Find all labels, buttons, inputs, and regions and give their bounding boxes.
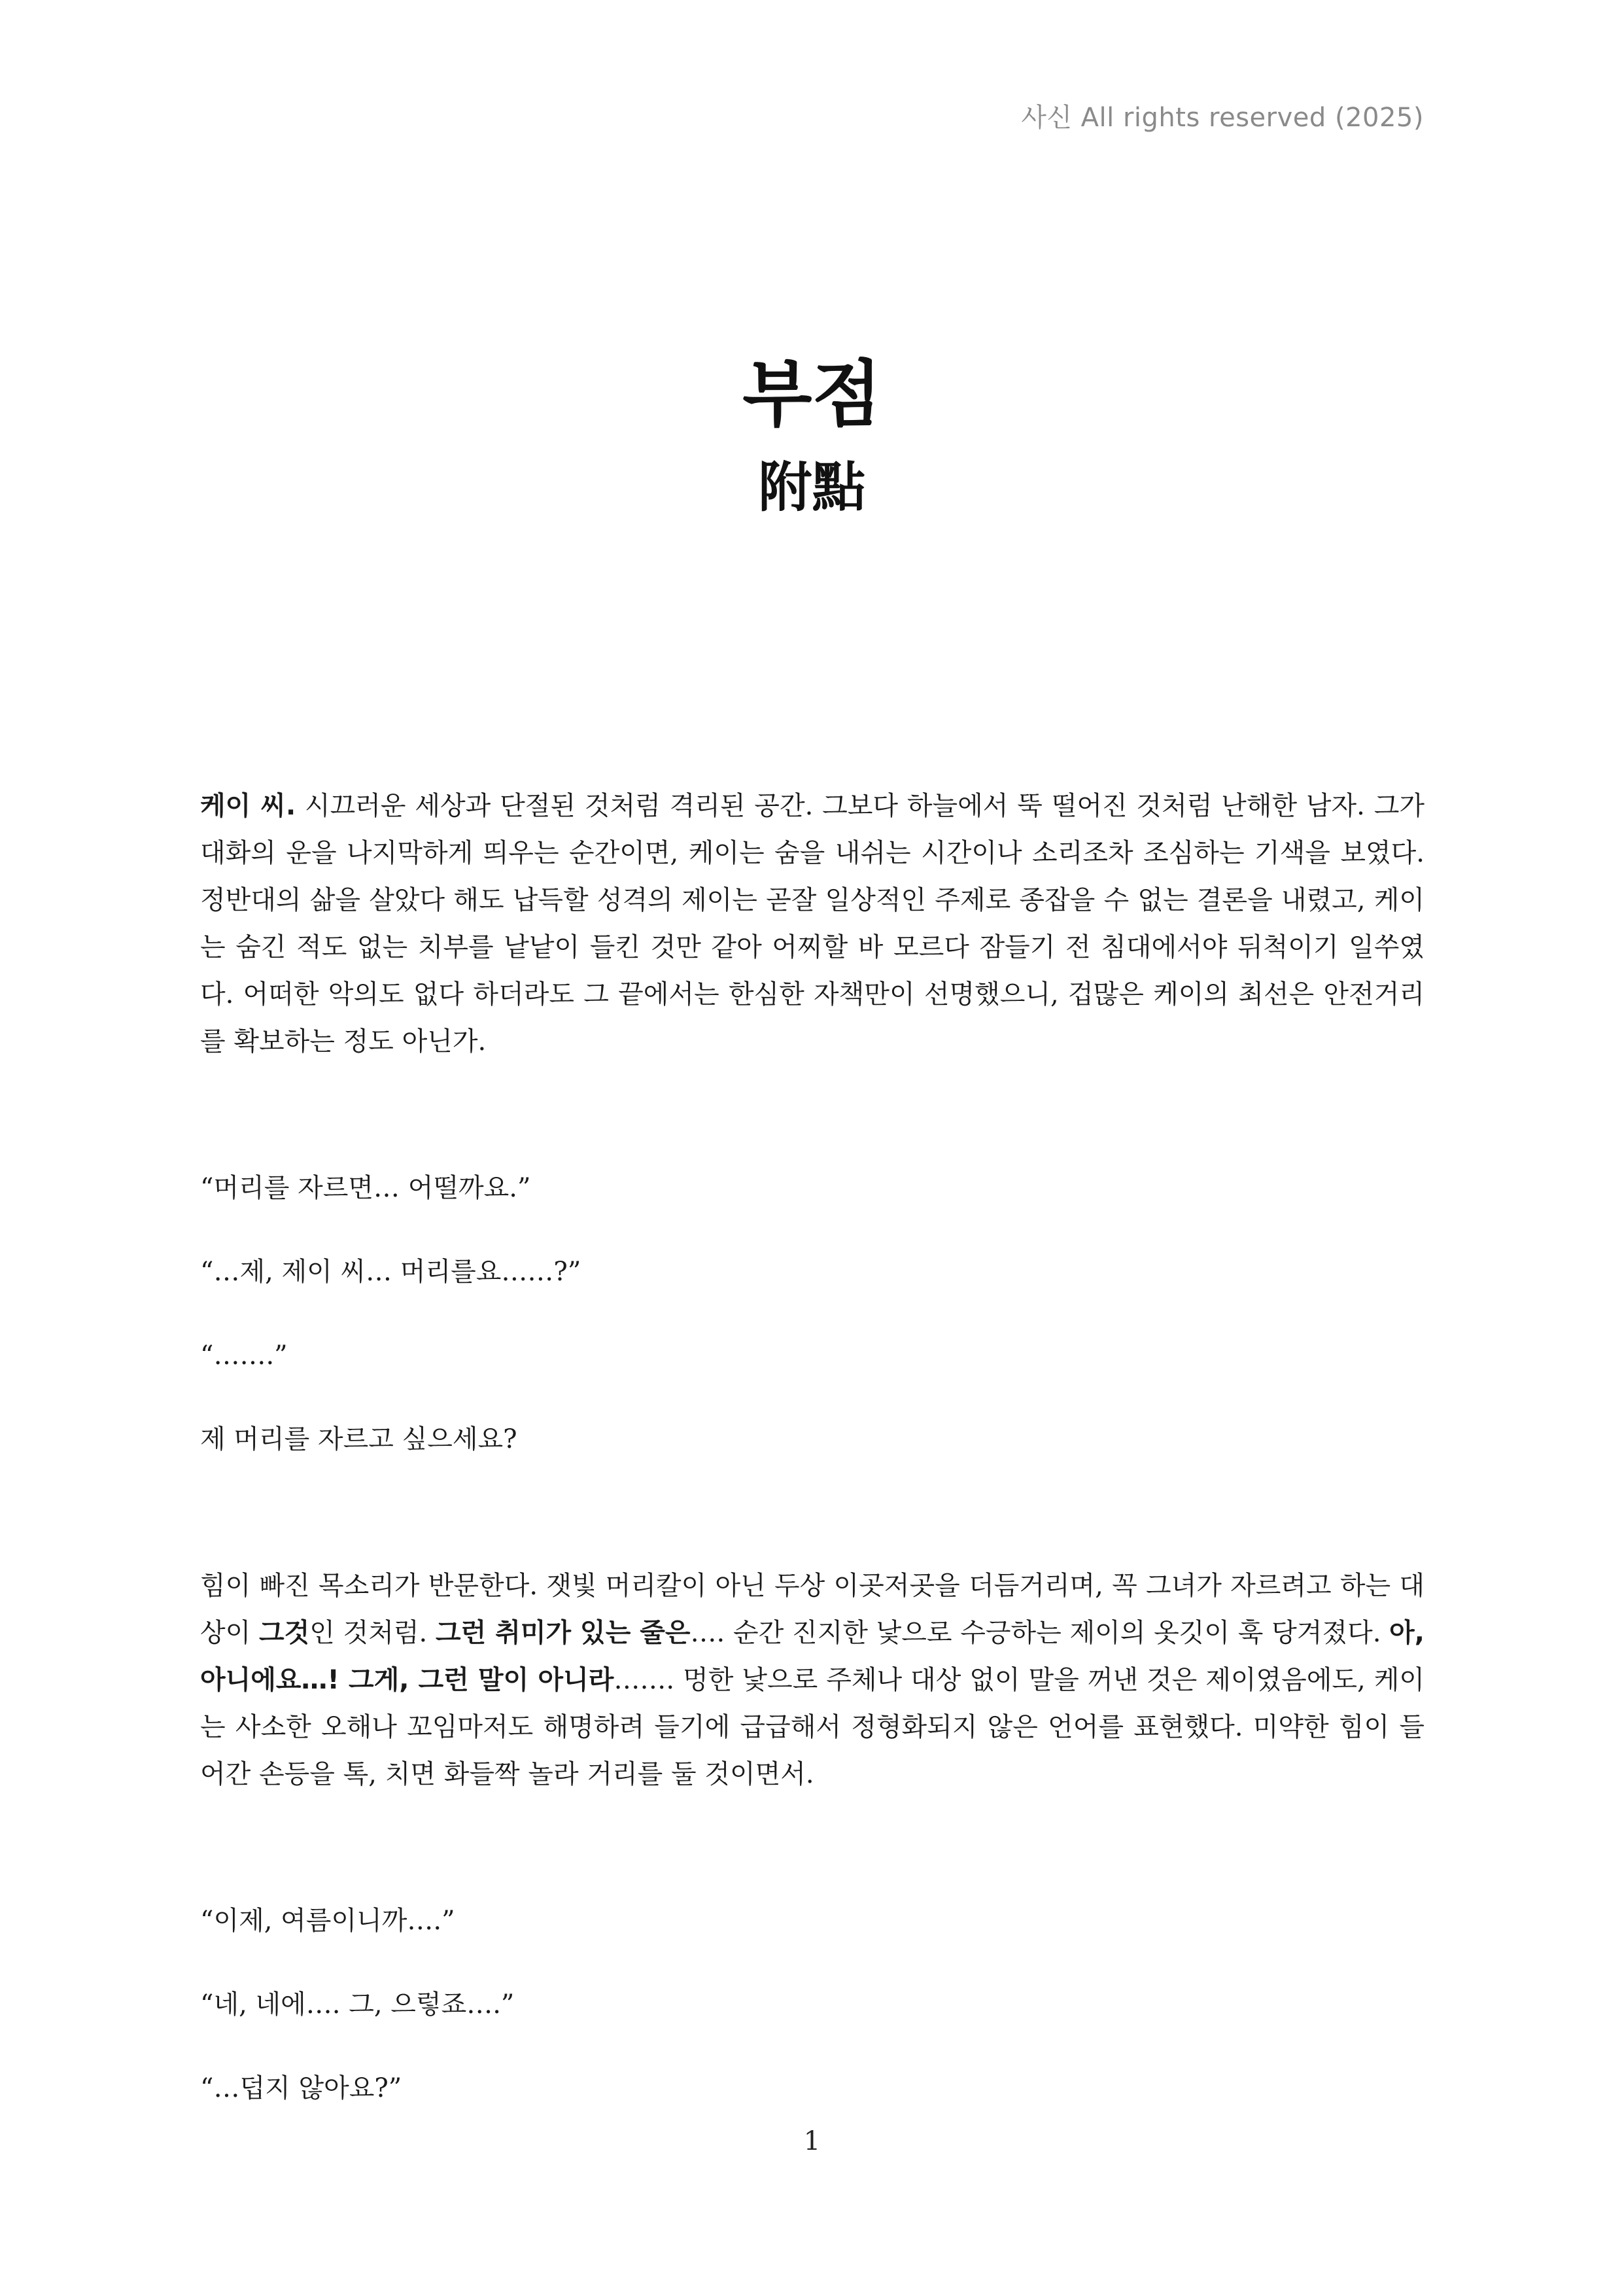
dialogue-line: “네, 네에…. 그, 으렇죠….”	[200, 1989, 515, 2020]
paragraph-text: ……. 멍한 낯으로 주체나 대상 없이 말을 꺼낸 것은 제이였음에도, 케이는 사소한 오해나 꼬임마저도 해명하려 들기에 급급해서 정형화되지 않은 언어를 표현했다. 미약한 힘이 들어간 손등을 톡, 치면 화들짝 놀라 거리를 둘 것이면서.	[200, 1665, 1425, 1789]
page-title: 부점	[742, 353, 882, 436]
paragraph-1	[200, 782, 1425, 1065]
page-subtitle-hanja: 附點	[758, 456, 866, 519]
bold-phrase: 그런 취미가 있는 줄은	[436, 1618, 691, 1648]
story-body	[200, 782, 1425, 2107]
bold-phrase: 케이 씨.	[200, 791, 296, 821]
paragraph-text: 힘이 빠진 목소리가 반문한다. 잿빛 머리칼이 아닌 두상 이곳저곳을 더듬거리며, 꼭 그녀가 자르려고 하는 대상이	[200, 1571, 1425, 1648]
dialogue-line: “…제, 제이 씨… 머리를요……?”	[200, 1257, 581, 1287]
paragraph-text: …. 순간 진지한 낯으로 수긍하는 제이의 옷깃이 훅 당겨졌다.	[690, 1618, 1390, 1648]
title-block	[0, 353, 1624, 520]
dialogue-line: “이제, 여름이니까….”	[200, 1906, 455, 1936]
paragraph-text: 인 것처럼.	[309, 1618, 436, 1648]
dialogue-line: “…….”	[200, 1340, 288, 1371]
dialogue-group-1	[200, 1170, 1425, 1458]
dialogue-group-2	[200, 1902, 1425, 2107]
paragraph-2	[200, 1562, 1425, 1798]
copyright-notice: 사신 All rights reserved (2025)	[1021, 103, 1424, 133]
section-gap	[200, 1798, 1425, 1902]
section-gap	[200, 1065, 1425, 1170]
paragraph-text: 시끄러운 세상과 단절된 것처럼 격리된 공간. 그보다 하늘에서 뚝 떨어진 것처럼 난해한 남자. 그가 대화의 운을 나지막하게 띄우는 순간이면, 케이는 숨을 내쉬는 시간이나 소리조차 조심하는 기색을 보였다. 정반대의 삶을 살았다 해도 납득할 성격의 제이는 곧잘 일상적인 주제로 종잡을 수 없는 결론을 내렸고, 케이는 숨긴 적도 없는 치부를 낱낱이 들킨 것만 같아 어찌할 바 모르다 잠들기 전 침대에서야 뒤척이기 일쑤였다. 어떠한 악의도 없다 하더라도 그 끝에서는 한심한 자책만이 선명했으니, 겁많은 케이의 최선은 안전거리를 확보하는 정도 아닌가.	[200, 791, 1425, 1057]
dialogue-line: “…덥지 않아요?”	[200, 2073, 402, 2103]
dialogue-line: 제 머리를 자르고 싶으세요?	[200, 1424, 517, 1454]
bold-phrase: 그것	[259, 1618, 310, 1648]
section-gap	[200, 1458, 1425, 1562]
dialogue-line: “머리를 자르면… 어떨까요.”	[200, 1173, 531, 1203]
page-number: 1	[803, 2126, 821, 2156]
bold-phrase: 아, 아니에요…! 그게, 그런 말이 아니라	[200, 1618, 1425, 1695]
